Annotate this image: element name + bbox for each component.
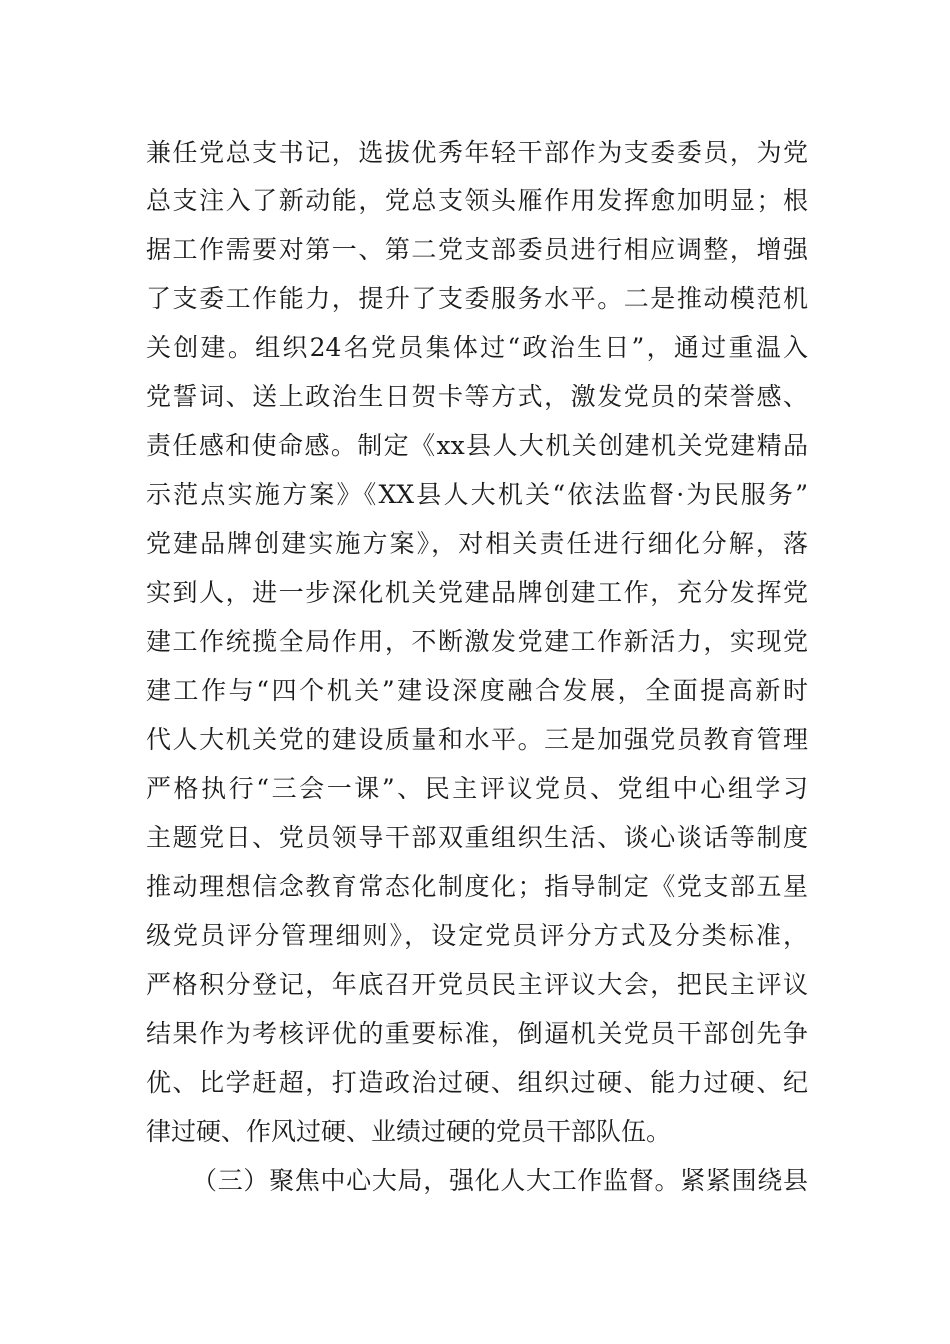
body-text-line: 建工作与“四个机关”建设深度融合发展，全面提高新时	[146, 676, 808, 705]
body-text-line: 兼任党总支书记，选拔优秀年轻干部作为支委委员，为党	[146, 138, 808, 167]
body-text-line: 关创建。组织24名党员集体过“政治生日”，通过重温入	[146, 333, 808, 362]
body-text-line: 实到人，进一步深化机关党建品牌创建工作，充分发挥党	[146, 578, 808, 607]
body-text-line: 建工作统揽全局作用，不断激发党建工作新活力，实现党	[146, 627, 808, 656]
body-text-line: 责任感和使命感。制定《xx县人大机关创建机关党建精品	[146, 431, 808, 460]
body-text-line: 了支委工作能力，提升了支委服务水平。二是推动模范机	[146, 284, 808, 313]
body-text-line: 代人大机关党的建设质量和水平。三是加强党员教育管理	[146, 725, 808, 754]
body-text-line: 主题党日、党员领导干部双重组织生活、谈心谈话等制度	[146, 823, 808, 852]
body-text-line: 据工作需要对第一、第二党支部委员进行相应调整，增强	[146, 235, 808, 264]
body-text-line: 总支注入了新动能，党总支领头雁作用发挥愈加明显；根	[146, 186, 808, 215]
body-text-line: 严格积分登记，年底召开党员民主评议大会，把民主评议	[146, 970, 808, 999]
body-text-line: 律过硬、作风过硬、业绩过硬的党员干部队伍。	[146, 1117, 672, 1146]
body-text-line: 党建品牌创建实施方案》，对相关责任进行细化分解，落	[146, 529, 808, 558]
body-text-line: 优、比学赶超，打造政治过硬、组织过硬、能力过硬、纪	[146, 1068, 808, 1097]
section-heading-line: （三）聚焦中心大局，强化人大工作监督。紧紧围绕县	[192, 1166, 808, 1195]
body-text-line: 推动理想信念教育常态化制度化；指导制定《党支部五星	[146, 872, 808, 901]
body-text-line: 结果作为考核评优的重要标准，倒逼机关党员干部创先争	[146, 1019, 808, 1048]
body-text-line: 级党员评分管理细则》，设定党员评分方式及分类标准，	[146, 921, 808, 950]
body-text-line: 党誓词、送上政治生日贺卡等方式，激发党员的荣誉感、	[146, 382, 808, 411]
body-text-line: 严格执行“三会一课”、民主评议党员、党组中心组学习	[146, 774, 808, 803]
body-text-line: 示范点实施方案》《XX县人大机关“依法监督·为民服务”	[146, 480, 808, 509]
